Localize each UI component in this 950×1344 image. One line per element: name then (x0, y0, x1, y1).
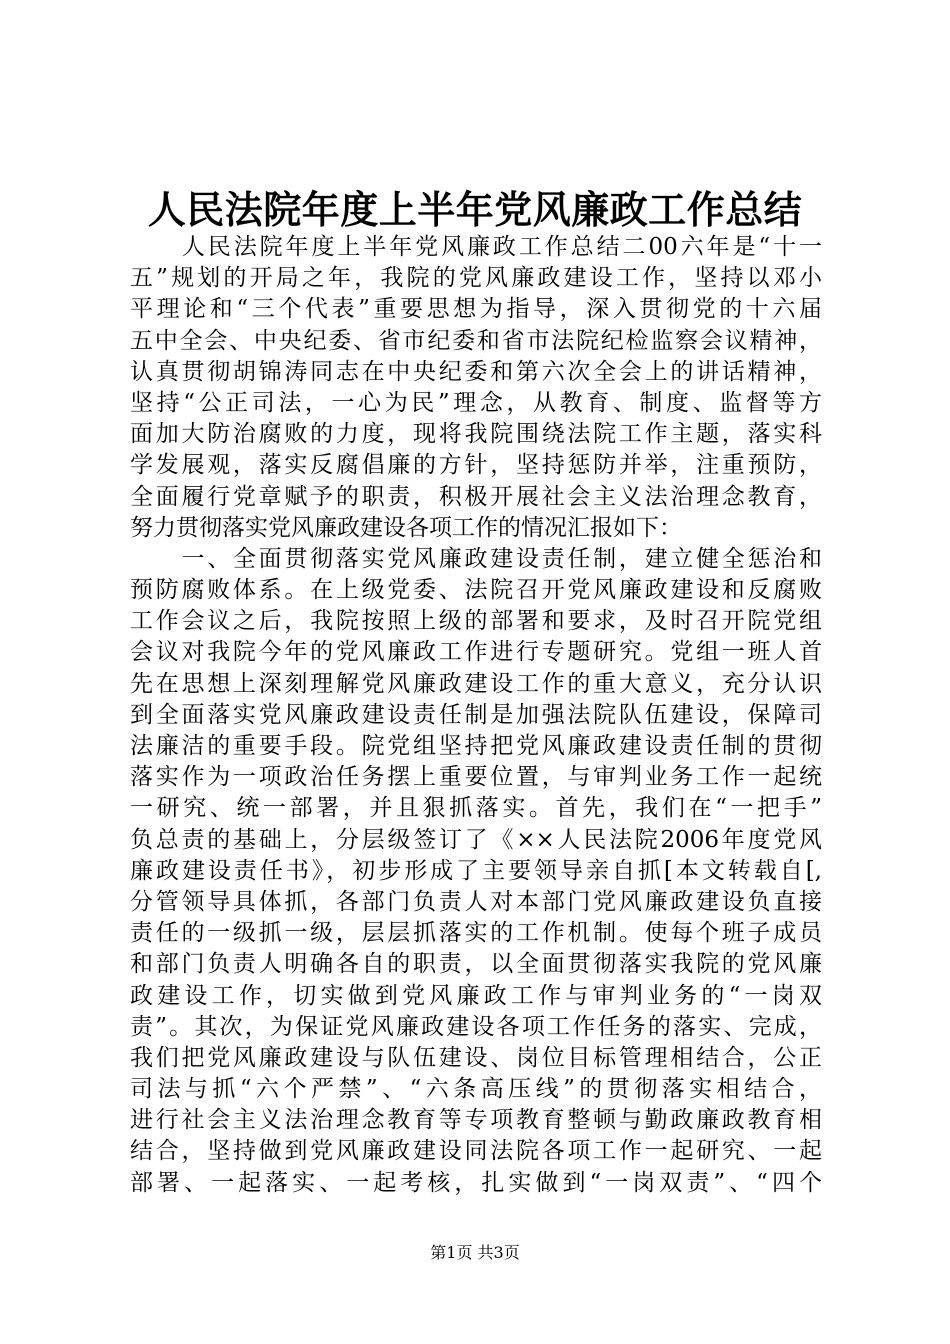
body-line: 坚持“公正司法，一心为民”理念，从教育、制度、监督等方 (130, 389, 822, 416)
body-line: 工作会议之后，我院按照上级的部署和要求，及时召开院党组 (130, 608, 822, 635)
body-line: 负总责的基础上，分层级签订了《××人民法院2006年度党风 (130, 826, 822, 853)
body-line: 一、全面贯彻落实党风廉政建设责任制，建立健全惩治和 (130, 545, 822, 572)
body-line: 廉政建设责任书》，初步形成了主要领导亲自抓[本文转载自[, (130, 857, 822, 884)
body-line: 政建设工作，切实做到党风廉政工作与审判业务的“一岗双 (130, 982, 822, 1009)
body-line: 全面履行党章赋予的职责，积极开展社会主义法治理念教育， (130, 483, 822, 510)
body-line: 和部门负责人明确各自的职责，以全面贯彻落实我院的党风廉 (130, 951, 822, 978)
document-title: 人民法院年度上半年党风廉政工作总结 (147, 187, 803, 232)
body-line: 进行社会主义法治理念教育等专项教育整顿与勤政廉政教育相 (130, 1107, 822, 1134)
body-line: 法廉洁的重要手段。院党组坚持把党风廉政建设责任制的贯彻 (130, 733, 822, 759)
body-line: 会议对我院今年的党风廉政工作进行专题研究。党组一班人首 (130, 639, 822, 666)
body-line: 责”。其次，为保证党风廉政建设各项工作任务的落实、完成， (130, 1013, 822, 1040)
body-line: 分管领导具体抓，各部门负责人对本部门党风廉政建设负直接 (130, 888, 822, 915)
body-line: 落实作为一项政治任务摆上重要位置，与审判业务工作一起统 (130, 764, 822, 791)
body-line: 到全面落实党风廉政建设责任制是加强法院队伍建设，保障司 (130, 701, 822, 728)
body-line: 五中全会、中央纪委、省市纪委和省市法院纪检监察会议精神， (130, 327, 822, 354)
page-number-footer: 第1页 共3页 (430, 1243, 520, 1262)
body-line: 责任的一级抓一级，层层抓落实的工作机制。使每个班子成员 (130, 920, 822, 947)
body-line: 努力贯彻落实党风廉政建设各项工作的情况汇报如下： (130, 514, 682, 541)
body-line: 学发展观，落实反腐倡廉的方针，坚持惩防并举，注重预防， (130, 452, 822, 479)
body-line: 结合，坚持做到党风廉政建设同法院各项工作一起研究、一起 (130, 1138, 822, 1165)
body-line: 先在思想上深刻理解党风廉政建设工作的重大意义，充分认识 (130, 670, 822, 697)
body-line: 我们把党风廉政建设与队伍建设、岗位目标管理相结合，公正 (130, 1044, 822, 1071)
body-line: 认真贯彻胡锦涛同志在中央纪委和第六次全会上的讲话精神， (130, 358, 822, 385)
body-line: 预防腐败体系。在上级党委、法院召开党风廉政建设和反腐败 (130, 577, 822, 604)
body-line: 人民法院年度上半年党风廉政工作总结二00六年是“十一 (130, 234, 822, 260)
body-line: 一研究、统一部署，并且狠抓落实。首先，我们在“一把手” (130, 795, 822, 822)
body-line: 部署、一起落实、一起考核，扎实做到“一岗双责”、“四个 (130, 1169, 822, 1196)
document-body (130, 232, 822, 1199)
body-line: 平理论和“三个代表”重要思想为指导，深入贯彻党的十六届 (130, 296, 822, 323)
body-line: 面加大防治腐败的力度，现将我院围绕法院工作主题，落实科 (130, 421, 822, 448)
body-line: 五”规划的开局之年，我院的党风廉政建设工作，坚持以邓小 (130, 265, 822, 292)
body-line: 司法与抓“六个严禁”、“六条高压线”的贯彻落实相结合， (130, 1076, 822, 1103)
